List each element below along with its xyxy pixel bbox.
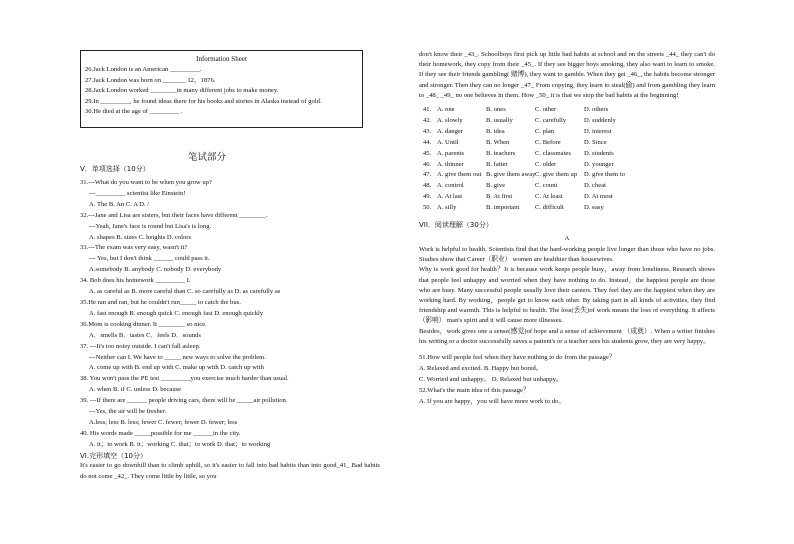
cloze-option-row — [419, 138, 715, 149]
question-number: 44. — [423, 138, 432, 146]
reading-paragraph: Work is helpful to health. Scientists find that the hard-working people live longer than those who have no jobs. Studies show that Career（职业） women are healthier than housewives. — [419, 245, 715, 264]
option-d: D. suddenly — [584, 116, 616, 124]
reading-option: A. Relaxed and excited. B. Happy but bored。 — [419, 364, 543, 372]
option-b: B. give them away — [486, 171, 536, 179]
option-d: D. cheat — [584, 182, 606, 190]
reading-paragraph: Besides，work gives one a sense(感觉)of hope and a sense of achievement （成就）. When a writer finishes his writing or a doctor successfully saves a patient's or a teacher sees his students grow, they are very happy。 — [419, 327, 715, 345]
question-number: 43. — [423, 127, 432, 135]
passage-label: A — [564, 235, 570, 243]
question-line: A.somebody B. anybody C. nobody D. everybody — [89, 266, 222, 274]
option-d: D. interest — [584, 127, 612, 135]
cloze-passage-continued: don't know their _43_. Schoolboys first pick up little bad habits at school and on the streets _44_ they can't do their homework, they copy from their _45_. If they see bigger boys smoking, they also want to learn to smoke. If they see their friends gambling( 赌博), they want to gamble. When they get _46_, the habits become stronger and stronger. Then they can no longer _47_ From copying, they learn to steal(偷) and from gambling they learn to _48_ _49_ no one believes in them. How _50_ it is that we stop the bad habits at the beginning! — [419, 51, 715, 99]
option-d: D. At most — [584, 193, 613, 201]
option-c: C. classmates — [535, 149, 571, 157]
question-line: ---Neither can I. We have to _____ new ways to solve the problem. — [89, 353, 266, 361]
info-line: 27.Jack London was born on _______ 12，1876. — [85, 76, 216, 84]
question-line: 32.---Jane and Lisa are sisters, but their faces have different ________. — [80, 211, 268, 219]
reading-option: A. If you are happy，you will have more work to do。 — [419, 397, 565, 405]
option-d: D. students — [584, 149, 614, 157]
question-line: A.less; less B. less; fewer C. fewer; fewer D. fewer; less — [89, 418, 238, 426]
information-sheet-title: Information Sheet — [196, 55, 247, 63]
option-a: A. parents — [437, 149, 465, 157]
option-c: C. other — [535, 106, 557, 114]
option-b: B. teachers — [486, 149, 516, 157]
question-line: A. it；to work B. it；working C. that；to work D. that；to working — [89, 440, 271, 448]
info-line: 28.Jack London worked ________in many different jobs to make money. — [85, 87, 279, 95]
option-b: B. At first — [486, 193, 513, 201]
question-line: ---Yes, the air will be fresher. — [89, 408, 167, 416]
written-part-title: 笔试部分 — [188, 152, 227, 163]
option-a: A. silly — [437, 204, 457, 212]
question-line: ---Yeah, Jane's face is round but Lisa's is long. — [89, 222, 212, 230]
question-line: A. shapes B. sizes C. heights D. colors — [89, 233, 192, 241]
option-a: A. one — [437, 106, 455, 114]
info-line: 30.He died at the age of _________ . — [85, 108, 183, 116]
question-line: 38. You won't pass the PE test _________you exercise much harder than usual. — [80, 375, 289, 383]
multiple-choice-section — [80, 164, 380, 482]
cloze-option-row — [419, 105, 715, 116]
option-c: C. older — [535, 160, 557, 168]
cloze-option-row — [419, 203, 715, 214]
reading-question: 51.How will people feel when they have nothing to do from the passage？ — [419, 354, 616, 362]
reading-question: 52.What's the main idea of this passage？ — [419, 386, 530, 394]
question-number: 42. — [423, 116, 432, 124]
option-c: C. Before — [535, 138, 561, 146]
section-heading: VI.完形填空（10分） — [80, 451, 147, 460]
option-b: B. important — [486, 204, 520, 212]
option-b: B. ones — [486, 106, 506, 114]
option-b: B. usually — [486, 116, 513, 124]
option-d: D. others — [584, 106, 609, 114]
question-line: A. The B. An C. A D. / — [89, 200, 150, 208]
cloze-option-row — [419, 170, 715, 181]
question-line: A. come up with B. end up with C. make up with D. catch up with — [89, 364, 264, 372]
cloze-option-row — [419, 160, 715, 171]
question-line: 34. Bob does his homework _________ I. — [80, 277, 191, 285]
question-line: 39. ---If there are ______ people driving cars, there will be _____air pollution. — [80, 397, 288, 405]
option-c: C. count — [535, 182, 558, 190]
option-a: A. At last — [437, 193, 463, 201]
cloze-option-row — [419, 192, 715, 203]
cloze-passage: It's easier to go downhill than to climb uphill, so it's easier to fall into bad habits than into good_41_ Bad habits do not come _42_. They come little by little, so you — [80, 461, 380, 480]
option-c: C. difficult — [535, 204, 564, 212]
question-line: 36.Mom is cooking dinner. It ________ so nice. — [80, 320, 207, 328]
question-number: 47. — [423, 171, 432, 179]
option-b: B. give — [486, 182, 506, 190]
question-line: 37. ---It's too noisy outside. I can't fall asleep. — [80, 342, 201, 350]
question-number: 45. — [423, 149, 432, 157]
option-d: D. Since — [584, 138, 607, 146]
cloze-options — [419, 105, 715, 214]
question-line: ---_________ scientist like Einstein! — [89, 189, 186, 197]
cloze-option-row — [419, 127, 715, 138]
question-number: 49. — [423, 193, 432, 201]
info-line: 29.In _________, he found ideas there for his books and stories in Alaska instead of gold. — [85, 97, 322, 105]
option-b: B. idea — [486, 127, 505, 135]
option-c: C. give them up — [535, 171, 578, 179]
cloze-continued — [419, 50, 715, 408]
question-line: 33.---The exam was very easy, wasn't it? — [80, 244, 188, 252]
cloze-option-row — [419, 116, 715, 127]
option-d: D. easy — [584, 204, 604, 212]
question-line: A. as careful as B. more careful than C. so carefully as D. as carefully as — [89, 288, 281, 296]
question-number: 46. — [423, 160, 432, 168]
option-b: B. When — [486, 138, 510, 146]
option-c: C. plan — [535, 127, 555, 135]
question-line: --- Yes, but I don't think ______ could pass it. — [89, 255, 210, 263]
question-line: 31.---What do you want to be when you grow up? — [80, 179, 212, 186]
option-c: C. carefully — [535, 116, 567, 124]
option-a: A. Until — [437, 138, 459, 146]
question-line: A. fast enough B. enough quick C. enough fast D. enough quickly — [89, 309, 264, 317]
section-heading: V．单项选择（10分） — [80, 165, 150, 173]
option-a: A. control — [437, 182, 464, 190]
question-line: 40. His words made _____possible for me ______in the city. — [80, 429, 241, 437]
option-a: A. slowly — [437, 116, 463, 124]
question-number: 50. — [423, 204, 432, 212]
option-b: B. fatter — [486, 160, 508, 168]
cloze-option-row — [419, 149, 715, 160]
question-line: 35.He ran and ran, but he couldn't run_____ to catch the bus. — [80, 298, 241, 306]
information-sheet — [80, 50, 363, 128]
question-number: 48. — [423, 182, 432, 190]
option-d: D. younger — [584, 160, 614, 168]
option-a: A. give them out — [437, 171, 482, 179]
cloze-option-row — [419, 181, 715, 192]
question-line: A. when B. if C. unless D. because — [89, 386, 182, 394]
reading-paragraph: Why is work good for health？It is because work keeps people busy，away from loneliness. Research shows that people feel unhappy and worried when they have nothing to do. Instead，the happiest people are those who are busy. Many successful people usually love their careers. They feel they are the happiest when they are working hard. By working，people get to know each other. By taking part in all kinds of activities, they find friendship and warmth. This is helpful to health. The loss(丢失)of work means the loss of everything. It affects （影响） man's spirit and it will cause more illnesses. — [419, 266, 715, 325]
question-number: 41. — [423, 106, 432, 114]
option-a: A. thinner — [437, 160, 464, 168]
section-heading: VII．阅读理解（30分） — [419, 221, 493, 230]
option-a: A. danger — [437, 127, 463, 135]
option-c: C. At least — [535, 193, 563, 201]
reading-option: C. Worried and unhappy。 D. Relaxed but unhappy。 — [419, 375, 563, 383]
info-line: 26.Jack London is an American _________. — [85, 66, 202, 73]
option-d: D. give them to — [584, 171, 626, 179]
question-line: A．smells B．tastes C．feels D．sounds — [89, 331, 201, 339]
